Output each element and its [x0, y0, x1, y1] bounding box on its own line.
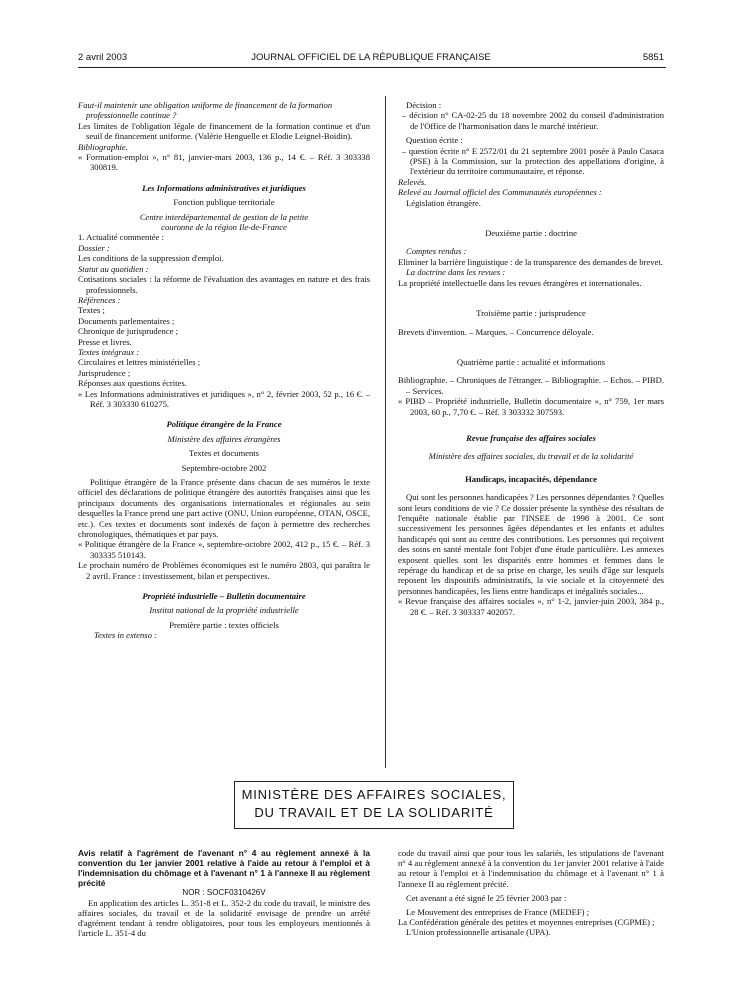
list-item: Cotisations sociales : la réforme de l'évaluation des avantages en nature et des frais professionnels.: [78, 274, 370, 295]
section-subheading: Deuxième partie : doctrine: [485, 228, 577, 239]
ministry-line: MINISTÈRE DES AFFAIRES SOCIALES,: [241, 787, 507, 802]
header-title: JOURNAL OFFICIEL DE LA RÉPUBLIQUE FRANÇAISE: [251, 52, 491, 63]
section-publisher: Institut national de la propriété industrielle: [149, 605, 299, 616]
paragraph: Brevets d'invention. – Marques. – Concurrence déloyale.: [398, 326, 594, 337]
paragraph: Politique étrangère de la France présente dans chacun de ses numéros le texte officiel des déclarations de politique étrangère des autorités françaises ainsi que les principaux documents des organisations internationales et régionales au sein desquelles la France prend une part active (ONU, Union européenne, OTAN, OSCE, etc.). Ces textes et documents sont indexés de façon à permettre des recherches chronologiques, thématiques et par pays.: [78, 477, 370, 540]
list-item: 1. Actualité commentée :: [78, 232, 164, 243]
section-subheading: Première partie : textes officiels: [169, 619, 279, 630]
list-item: Les conditions de la suppression d'emploi.: [78, 253, 224, 264]
page-header: [78, 52, 664, 66]
list-item: Circulaires et lettres ministérielles ;: [78, 357, 201, 368]
left-column: [78, 100, 370, 641]
paragraph: Bibliographie. – Chroniques de l'étranger. – Bibliographie. – Echos. – PIBD. – Services.: [398, 375, 664, 396]
header-page-number: 5851: [642, 52, 664, 63]
section-subheading: Troisième partie : jurisprudence: [476, 308, 586, 319]
header-rule: [78, 67, 666, 68]
section-subheading: Textes et documents: [188, 448, 260, 459]
reference: « Politique étrangère de la France », septembre-octobre 2002, 412 p., 15 €. – Réf. 3 303335 510143.: [78, 539, 370, 560]
section-heading: Les Informations administratives et juridiques: [142, 182, 306, 193]
list-item: – question écrite n° E 2572/01 du 21 septembre 2001 posée à Paulo Casaca (PSE) à la Commission, sur la protection des appellations d'origine, à l'extérieur du territoire communautaire, et réponse.: [402, 145, 664, 177]
list-item: La doctrine dans les revues :: [406, 267, 506, 278]
reference: « Les Informations administratives et juridiques », n° 2, février 2003, 52 p., 16 €. – Réf. 3 303330 610275.: [78, 388, 370, 409]
reference: « Revue française des affaires sociales », n° 1-2, janvier-juin 2003, 384 p., 28 €. – Réf. 3 303337 402057.: [398, 596, 664, 617]
question-title: Faut-il maintenir une obligation uniforme de financement de la formation professionnelle continue ?: [78, 100, 333, 121]
paragraph: En application des articles L. 351-8 et L. 352-2 du code du travail, le ministre des affaires sociales, du travail et de la solidarité envisage de prendre un arrêté d'agrément tendant à rendre obligatoires, pour tous les employeurs mentionnés à l'article L. 351-4 du: [78, 898, 370, 938]
paragraph: Cet avenant a été signé le 25 février 2003 par :: [406, 892, 567, 903]
section-publisher: Ministère des affaires étrangères: [167, 433, 281, 444]
ministry-line: DU TRAVAIL ET DE LA SOLIDARITÉ: [254, 805, 494, 820]
reference: « PIBD – Propriété industrielle, Bulletin documentaire », n° 759, 1er mars 2003, 60 p., 7,70 €. – Réf. 3 303332 307593.: [398, 396, 664, 417]
list-item: Législation étrangère.: [406, 197, 481, 208]
avis-left-column: [78, 848, 370, 938]
section-subheading: Quatrième partie : actualité et informations: [456, 356, 606, 367]
section-subheading: Fonction publique territoriale: [173, 197, 275, 208]
list-item: Jurisprudence ;: [78, 367, 131, 378]
section-subheading: Handicaps, incapacités, dépendance: [465, 473, 597, 484]
bibliography: Bibliographie.: [78, 141, 128, 152]
reference: « Formation-emploi », n° 81, janvier-mars 2003, 136 p., 14 €. – Réf. 3 303338 300819.: [78, 152, 370, 173]
paragraph: Eliminer la barrière linguistique : de la transparence des demandes de brevet.: [398, 256, 663, 267]
list-item: Relevé au Journal officiel des Communautés européennes :: [398, 187, 602, 198]
paragraph: Les limites de l'obligation légale de financement de la formation continue et d'un seuil de financement uniforme. (Valérie Henguelle et Elodie Leignel-Boidin).: [78, 120, 370, 142]
avis-title: Avis relatif à l'agrément de l'avenant n° 4 au règlement annexé à la convention du 1er janvier 2001 relative à l'aide au retour à l'emploi et à l'indemnisation du chômage et à l'avenant n° 1 à l'annexe II au règlement précité: [78, 848, 370, 888]
column-divider: [385, 96, 386, 768]
list-item: Textes in extenso :: [94, 630, 157, 641]
list-item: Références :: [78, 294, 121, 305]
list-item: Comptes rendus :: [406, 246, 467, 257]
section-date: Septembre-octobre 2002: [181, 462, 267, 473]
list-item: Presse et livres.: [78, 336, 132, 347]
list-item: Relevés.: [398, 176, 427, 187]
list-item: Réponses aux questions écrites.: [78, 378, 187, 389]
signatory: La Confédération générale des petites et moyennes entreprises (CGPME) ;: [398, 917, 655, 928]
list-item: Documents parlementaires ;: [78, 315, 175, 326]
nor-reference: NOR : SOCF0310426V: [182, 888, 266, 897]
list-item: Statut au quotidien :: [78, 263, 149, 274]
section-heading: Propriété industrielle – Bulletin documentaire: [142, 591, 306, 602]
avis-right-column: [398, 848, 664, 938]
signatory: Le Mouvement des entreprises de France (MEDEF) ;: [406, 907, 590, 918]
paragraph: La propriété intellectuelle dans les revues étrangères et internationales.: [398, 277, 642, 288]
ministry-heading-box: [234, 781, 514, 829]
list-item: – décision n° CA-02-25 du 18 novembre 2002 du conseil d'administration de l'Office de l'harmonisation dans le marché intérieur.: [402, 110, 664, 131]
section-heading: Revue française des affaires sociales: [466, 432, 596, 443]
list-item: Chronique de jurisprudence ;: [78, 326, 178, 337]
list-item: Textes ;: [78, 305, 105, 316]
right-column: [398, 100, 664, 617]
paragraph: Qui sont les personnes handicapées ? Les personnes dépendantes ? Quelles sont leurs conditions de vie ? Ce dossier présente la synthèse des résultats de l'enquête nationale établie par l'INSEE de 1998 à 2001. Ce sont successivement les personnes âgées dépendantes et les enfants et adultes handicapés qui sont au centre des contributions. Les personnes qui reçoivent des soins en santé mentale font l'objet d'une étude particulière. Les annexes exposent quelles sont les disparités entre hommes et femmes dans le repérage du handicap et de sa prise en charge, les seuils d'âge sur lesquels reposent les dispositifs administratifs, la vie sociale et la citoyenneté des personnes handicapées, les liens entre handicaps et inégalités sociales...: [398, 492, 664, 596]
list-item: Dossier :: [78, 242, 110, 253]
list-item: Question écrite :: [406, 135, 463, 146]
signatory: L'Union professionnelle artisanale (UPA).: [406, 927, 551, 938]
list-item: Textes intégraux :: [78, 346, 140, 357]
paragraph: code du travail ainsi que pour tous les salariés, les stipulations de l'avenant n° 4 au règlement annexé à la convention du 1er janvier 2001 relative à l'aide au retour à l'emploi et à l'indemnisation du chômage et à l'avenant n° 1 à l'annexe II au règlement précité.: [398, 848, 664, 889]
header-date: 2 avril 2003: [78, 52, 128, 63]
section-heading: Politique étrangère de la France: [166, 419, 282, 430]
section-publisher: Centre interdépartemental de gestion de la petite couronne de la région Ile-de-France: [139, 211, 309, 233]
section-publisher: Ministère des affaires sociales, du travail et de la solidarité: [428, 451, 634, 462]
paragraph: Le prochain numéro de Problèmes économiques est le numéro 2803, qui paraîtra le 2 avril. France : investissement, bilan et perspectives.: [78, 560, 370, 581]
list-item: Décision :: [406, 100, 442, 110]
